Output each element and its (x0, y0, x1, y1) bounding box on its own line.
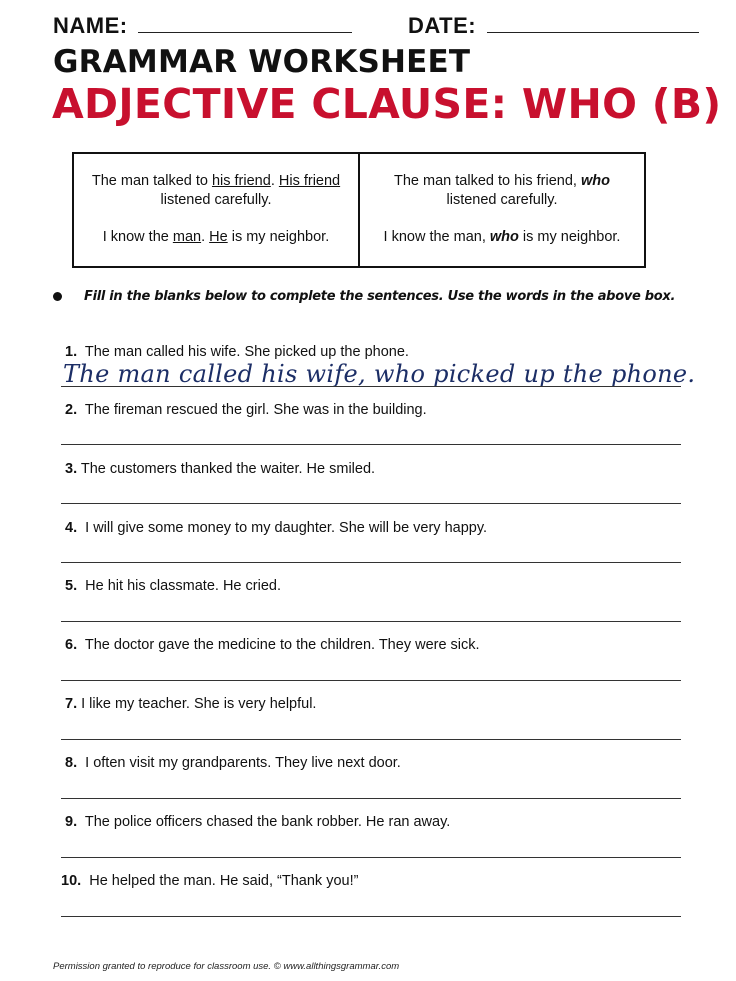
date-field (408, 12, 699, 39)
bullet-icon (53, 292, 62, 301)
handwritten-answer: The man called his wife, who picked up the phone. (63, 360, 696, 388)
date-blank[interactable] (487, 12, 699, 33)
question-4: 4. I will give some money to my daughter. She will be very happy. (65, 520, 488, 536)
name-blank[interactable] (138, 12, 352, 33)
instructions: Fill in the blanks below to complete the sentences. Use the words in the above box. (84, 289, 676, 304)
answer-line-4[interactable] (61, 562, 681, 563)
answer-line-10[interactable] (61, 916, 681, 917)
question-10: 10. He helped the man. He said, “Thank you!” (61, 873, 359, 889)
question-2: 2. The fireman rescued the girl. She was in the building. (65, 402, 427, 418)
question-6: 6. The doctor gave the medicine to the children. They were sick. (65, 637, 480, 653)
example-before-line1: The man talked to his friend. His friend listened carefully. (91, 173, 341, 208)
question-3: 3. The customers thanked the waiter. He smiled. (65, 461, 376, 477)
date-label: DATE: (408, 13, 477, 38)
question-5: 5. He hit his classmate. He cried. (65, 578, 281, 594)
answer-line-3[interactable] (61, 503, 681, 504)
answer-line-7[interactable] (61, 739, 681, 740)
name-label: NAME: (53, 13, 128, 38)
answer-line-8[interactable] (61, 798, 681, 799)
example-before-line2: I know the man. He is my neighbor. (102, 229, 330, 245)
example-cell-before (74, 154, 358, 266)
answer-line-5[interactable] (61, 621, 681, 622)
question-9: 9. The police officers chased the bank robber. He ran away. (65, 814, 451, 830)
example-box (72, 152, 646, 268)
example-after-line2: I know the man, who is my neighbor. (383, 229, 621, 245)
answer-line-2[interactable] (61, 444, 681, 445)
footer-permission: Permission granted to reproduce for classroom use. © www.allthingsgrammar.com (53, 961, 400, 972)
example-after-line1: The man talked to his friend, who listened carefully. (394, 173, 610, 208)
name-field (53, 12, 352, 39)
answer-line-6[interactable] (61, 680, 681, 681)
answer-line-9[interactable] (61, 857, 681, 858)
worksheet-subtitle: ADJECTIVE CLAUSE: WHO (B) (52, 80, 722, 128)
worksheet-title: GRAMMAR WORKSHEET (53, 44, 471, 80)
question-7: 7. I like my teacher. She is very helpful. (65, 696, 317, 712)
question-8: 8. I often visit my grandparents. They live next door. (65, 755, 401, 771)
answer-line-1[interactable] (61, 386, 681, 387)
question-1: 1. The man called his wife. She picked up the phone. (65, 344, 409, 360)
example-cell-after (358, 154, 644, 266)
